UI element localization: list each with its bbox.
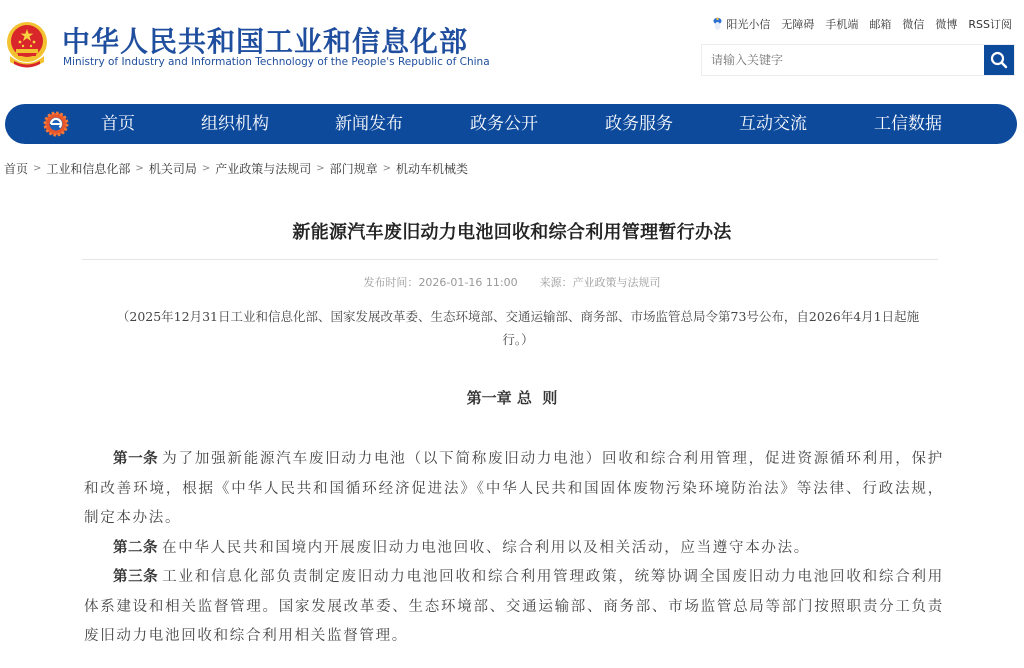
breadcrumb-item[interactable]: 部门规章 (329, 162, 378, 176)
nav-item-gov-affairs[interactable]: 政务公开 (470, 114, 538, 134)
search-icon (990, 51, 1008, 69)
article-number: 第二条 (113, 539, 158, 556)
top-links (713, 16, 1012, 32)
article-body (84, 445, 944, 652)
breadcrumb-item[interactable]: 首页 (4, 162, 29, 176)
top-link-mailbox[interactable]: 邮箱 (869, 18, 892, 31)
main-nav (5, 104, 1017, 144)
breadcrumb-separator: > (135, 163, 144, 174)
article-paragraph (84, 563, 944, 652)
breadcrumb-item[interactable]: 工业和信息化部 (46, 162, 131, 176)
breadcrumb-separator: > (382, 163, 392, 174)
source-value: 产业政策与法规司 (572, 276, 661, 289)
nav-item-gov-services[interactable]: 政务服务 (605, 114, 673, 134)
nav-item-data[interactable]: 工信数据 (874, 114, 942, 134)
top-link-label: 阳光小信 (726, 18, 771, 31)
top-link-rss[interactable]: RSS订阅 (968, 18, 1012, 31)
article-text: 在中华人民共和国境内开展废旧动力电池回收、综合利用以及相关活动，应当遵守本办法。 (162, 539, 810, 556)
nav-item-organization[interactable]: 组织机构 (201, 114, 269, 134)
site-header (0, 0, 1024, 100)
article-paragraph (84, 534, 944, 564)
breadcrumb-item[interactable]: 机关司局 (148, 162, 197, 176)
breadcrumb-separator: > (316, 163, 325, 174)
top-link-wechat[interactable]: 微信 (902, 18, 925, 31)
article-text: 工业和信息化部负责制定废旧动力电池回收和综合利用管理政策，统筹协调全国废旧动力电池回收和综合利用体系建设和相关监督管理。国家发展改革委、生态环境部、交通运输部、商务部、市场监管总局等部门按照职责分工负责废旧动力电池回收和综合利用相关监督管理。 (84, 569, 944, 644)
site-name-cn[interactable]: 中华人民共和国工业和信息化部 (62, 25, 469, 58)
national-emblem-icon[interactable] (4, 20, 50, 70)
top-link-weibo[interactable]: 微博 (935, 18, 958, 31)
breadcrumb-separator: > (201, 163, 211, 174)
breadcrumb-separator: > (33, 163, 42, 174)
breadcrumb-item[interactable]: 机动车机械类 (396, 162, 469, 176)
search-box (701, 44, 1015, 76)
chapter-heading: 第一章 总 则 (466, 389, 558, 407)
sunshine-mascot-icon (713, 17, 722, 31)
article-title: 新能源汽车废旧动力电池回收和综合利用管理暂行办法 (292, 222, 732, 243)
article-text: 为了加强新能源汽车废旧动力电池（以下简称废旧动力电池）回收和综合利用管理，促进资源循环利用，保护和改善环境，根据《中华人民共和国循环经济促进法》《中华人民共和国固体废物污染环境防治法》等法律、行政法规，制定本办法。 (84, 451, 944, 526)
article-number: 第三条 (113, 569, 159, 585)
nav-item-news[interactable]: 新闻发布 (335, 114, 403, 134)
article-paragraph (84, 445, 944, 534)
miit-gear-logo-icon[interactable] (43, 111, 69, 137)
article-meta (0, 274, 1024, 290)
search-button[interactable] (984, 45, 1014, 75)
title-divider (82, 259, 938, 260)
nav-item-home[interactable]: 首页 (101, 114, 135, 134)
publish-time: 2026-01-16 11:00 (418, 276, 518, 289)
nav-item-interaction[interactable]: 互动交流 (739, 114, 807, 134)
publish-time-label: 发布时间： (363, 276, 419, 289)
top-link-mobile[interactable]: 手机端 (825, 18, 859, 31)
article-preamble: （2025年12月31日工业和信息化部、国家发展改革委、生态环境部、交通运输部、商务部、市场监管总局令第73号公布，自2026年4月1日起施行。） (116, 309, 920, 347)
breadcrumb (4, 160, 468, 177)
top-link-accessibility[interactable]: 无障碍 (781, 18, 815, 31)
article-number: 第一条 (113, 451, 159, 467)
site-name-en[interactable]: Ministry of Industry and Information Technology of the People's Republic of China (63, 56, 490, 68)
top-link-sunshine[interactable] (713, 16, 770, 32)
source-label: 来源： (539, 276, 573, 289)
search-input[interactable] (702, 45, 984, 75)
breadcrumb-item[interactable]: 产业政策与法规司 (215, 162, 312, 176)
